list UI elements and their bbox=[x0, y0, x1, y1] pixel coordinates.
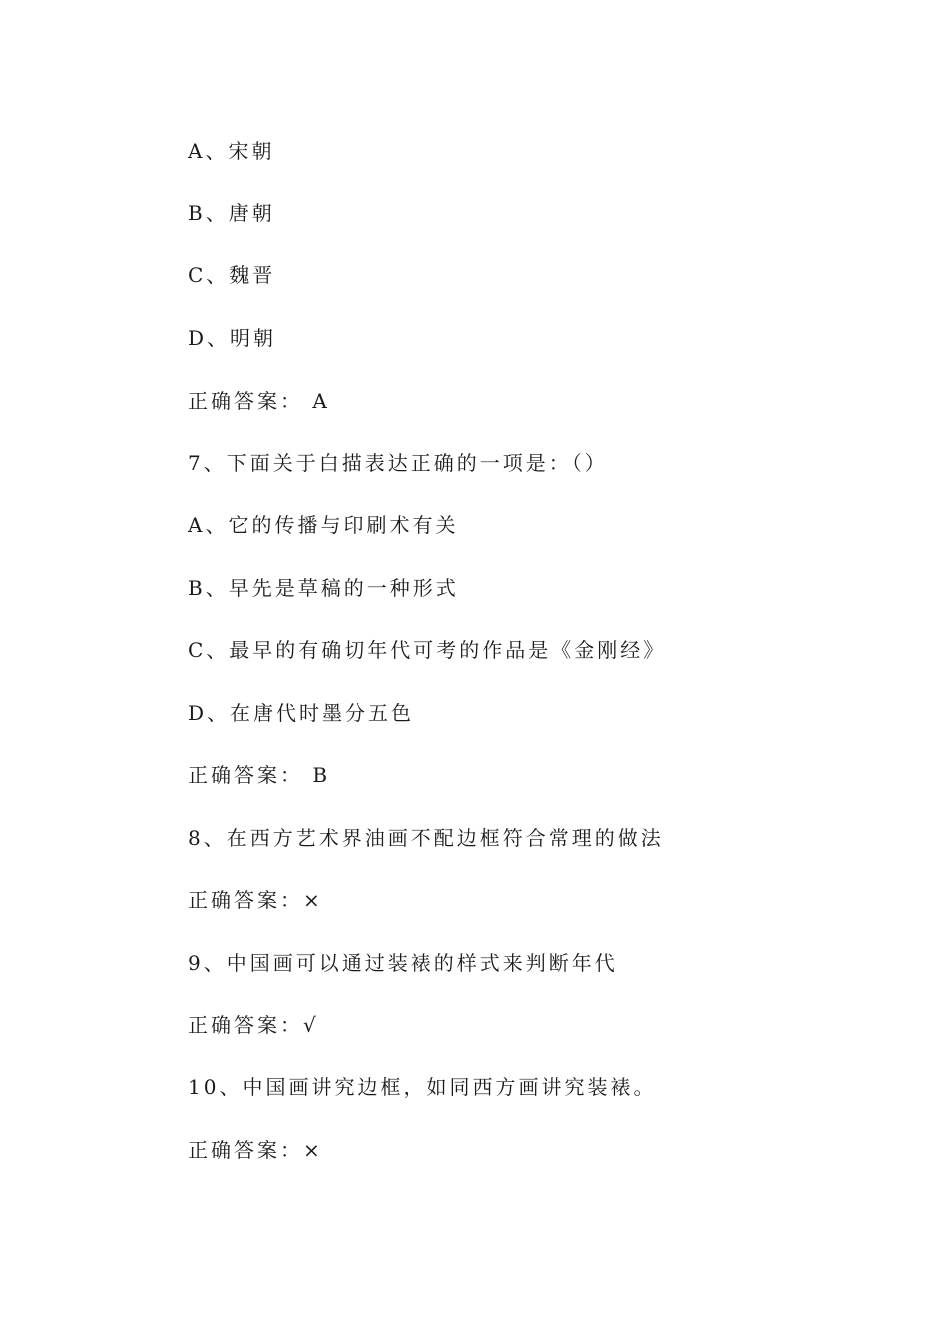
q7-option-d: D、在唐代时墨分五色 bbox=[188, 701, 415, 725]
q10-answer: 正确答案：× bbox=[188, 1138, 323, 1162]
q8-answer: 正确答案：× bbox=[188, 888, 323, 912]
q10-question: 10、中国画讲究边框，如同西方画讲究装裱。 bbox=[188, 1075, 657, 1099]
q6-option-b: B、唐朝 bbox=[188, 201, 275, 225]
q7-option-a: A、它的传播与印刷术有关 bbox=[188, 513, 459, 537]
q7-answer: 正确答案： B bbox=[188, 763, 331, 787]
q9-question: 9、中国画可以通过装裱的样式来判断年代 bbox=[188, 951, 618, 975]
q7-option-c: C、最早的有确切年代可考的作品是《金刚经》 bbox=[188, 638, 667, 662]
q6-option-a: A、宋朝 bbox=[188, 139, 275, 163]
q6-option-c: C、魏晋 bbox=[188, 263, 276, 287]
q8-question: 8、在西方艺术界油画不配边框符合常理的做法 bbox=[188, 826, 664, 850]
q6-answer: 正确答案： A bbox=[188, 389, 330, 413]
q7-option-b: B、早先是草稿的一种形式 bbox=[188, 576, 459, 600]
q9-answer: 正确答案：√ bbox=[188, 1013, 319, 1037]
q6-option-d: D、明朝 bbox=[188, 326, 277, 350]
q7-question: 7、下面关于白描表达正确的一项是：（） bbox=[188, 451, 608, 475]
